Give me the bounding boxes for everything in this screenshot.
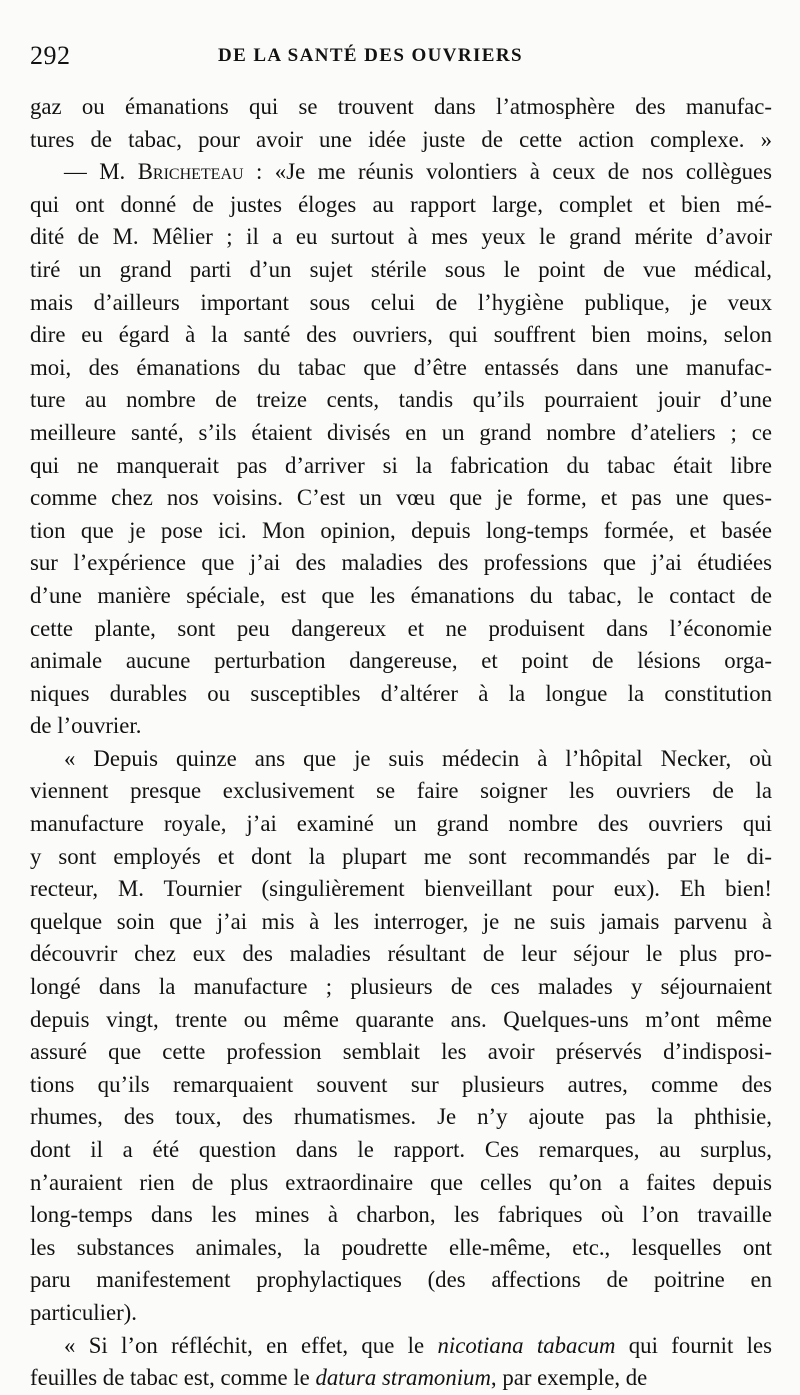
text-line: paru manifestement prophylactiques (des affections de poitrine en <box>30 1267 772 1293</box>
text-line: tiré un grand parti d’un sujet stérile sous le point de vue médical, <box>30 256 772 282</box>
text-line: dire eu égard à la santé des ouvriers, qui souffrent bien moins, selon <box>30 322 772 348</box>
text-line: moi, des émanations du tabac que d’être entassés dans une manufac- <box>30 354 772 380</box>
text-line: les substances animales, la poudrette elle-même, etc., lesquelles ont <box>30 1234 772 1260</box>
text-line: gaz ou émanations qui se trouvent dans l’atmosphère des manufac- <box>30 94 772 119</box>
text-line: qui ont donné de justes éloges au rapport large, complet et bien mé- <box>30 191 772 217</box>
text-line: particulier). <box>30 1299 137 1325</box>
styled-phrase: nicotiana tabacum <box>437 1332 616 1358</box>
text-line: long-temps dans les mines à charbon, les fabriques où l’on travaille <box>30 1202 772 1228</box>
text-line: dité de M. Mêlier ; il a eu surtout à mes yeux le grand mérite d’avoir <box>30 224 772 250</box>
styled-phrase: datura stramonium <box>315 1365 491 1391</box>
text-line: longé dans la manufacture ; plusieurs de ces malades y séjournaient <box>30 974 772 1000</box>
page-number: 292 <box>30 41 71 70</box>
text-line: viennent presque exclusivement se faire soigner les ouvriers de la <box>30 778 772 804</box>
text-line: comme chez nos voisins. C’est un vœu que je forme, et pas une ques- <box>30 485 772 511</box>
text-line: recteur, M. Tournier (singulièrement bienveillant pour eux). Eh bien! <box>30 876 772 902</box>
text-line: qui ne manquerait pas d’arriver si la fabrication du tabac était libre <box>30 452 772 478</box>
text-line: depuis vingt, trente ou même quarante ans. Quelques-uns m’ont même <box>30 1006 772 1032</box>
text-line: assuré que cette profession semblait les avoir préservés d’indisposi- <box>30 1039 772 1065</box>
text-line: de l’ouvrier. <box>30 713 142 739</box>
text-line: meilleure santé, s’ils étaient divisés en un grand nombre d’ateliers ; ce <box>30 419 772 445</box>
text-line: feuilles de tabac est, comme le datura stramonium, par exemple, de <box>30 1365 648 1391</box>
text-line: d’une manière spéciale, est que les émanations du tabac, le contact de <box>30 582 772 608</box>
text-line: n’auraient rien de plus extraordinaire que celles qu’on a faites depuis <box>30 1169 772 1195</box>
text-line: niques durables ou susceptibles d’altérer à la longue la constitution <box>30 680 772 706</box>
text-line: y sont employés et dont la plupart me sont recommandés par le di- <box>30 843 772 869</box>
page-body <box>30 91 772 1395</box>
text-line: ture au nombre de treize cents, tandis qu’ils pourraient jouir d’une <box>30 387 772 413</box>
text-line: mais d’ailleurs important sous celui de l’hygiène publique, je veux <box>30 289 772 315</box>
text-line: rhumes, des toux, des rhumatismes. Je n’y ajoute pas la phthisie, <box>30 1104 772 1130</box>
text-line: tions qu’ils remarquaient souvent sur plusieurs autres, comme des <box>30 1071 772 1097</box>
text-line: « Si l’on réfléchit, en effet, que le nicotiana tabacum qui fournit les <box>64 1332 772 1358</box>
text-line: manufacture royale, j’ai examiné un grand nombre des ouvriers qui <box>30 811 772 837</box>
text-line: découvrir chez eux des maladies résultant de leur séjour le plus pro- <box>30 941 772 967</box>
page-header <box>30 38 772 74</box>
text-line: cette plante, sont peu dangereux et ne produisent dans l’économie <box>30 615 772 641</box>
text-line: — M. Bricheteau : «Je me réunis volontiers à ceux de nos collègues <box>64 159 772 185</box>
text-line: dont il a été question dans le rapport. Ces remarques, au surplus, <box>30 1137 772 1162</box>
text-line: animale aucune perturbation dangereuse, et point de lésions orga- <box>30 648 772 674</box>
text-line: quelque soin que j’ai mis à les interroger, je ne suis jamais parvenu à <box>30 908 772 934</box>
text-line: tion que je pose ici. Mon opinion, depuis long-temps formée, et basée <box>30 517 772 543</box>
book-page <box>30 38 772 1391</box>
text-line: « Depuis quinze ans que je suis médecin à l’hôpital Necker, où <box>64 745 772 771</box>
text-line: sur l’expérience que j’ai des maladies des professions que j’ai étudiées <box>30 550 772 576</box>
text-line: tures de tabac, pour avoir une idée juste de cette action complexe. » <box>30 126 772 152</box>
styled-phrase: Bricheteau <box>137 159 244 185</box>
running-title: DE LA SANTÉ DES OUVRIERS <box>218 45 523 66</box>
